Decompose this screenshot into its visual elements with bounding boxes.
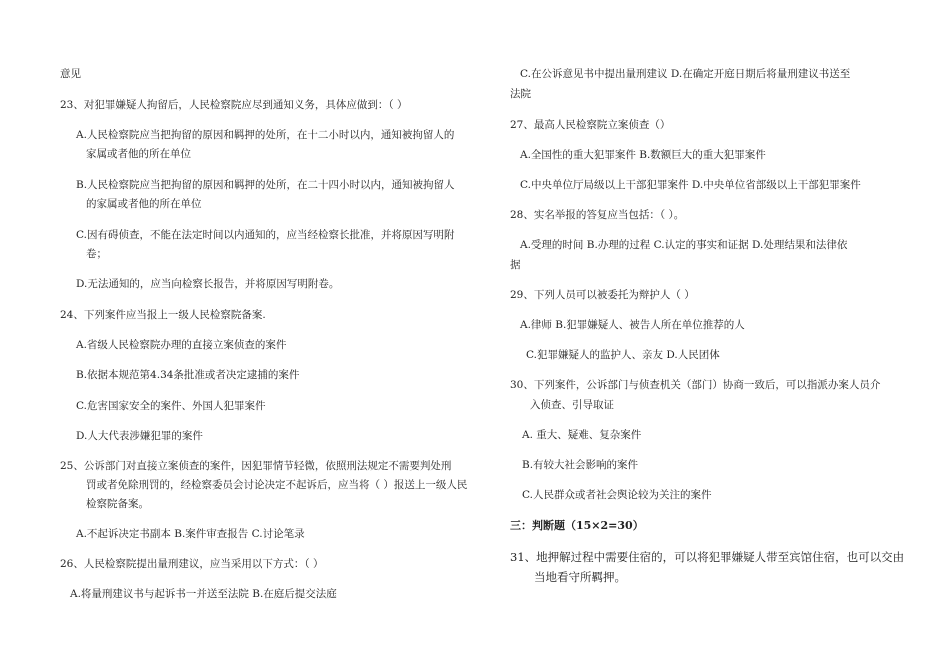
q24-option-c: C.危害国家安全的案件、外国人犯罪案件: [76, 400, 266, 412]
section-3-heading: 三：判断题（15×2=30）: [510, 519, 644, 532]
q28-options-cont: 据: [510, 259, 521, 271]
q23-option-b: B.人民检察院应当把拘留的原因和羁押的处所，在二十四小时以内，通知被拘留人: [76, 179, 455, 191]
question-28: 28、实名举报的答复应当包括：（ ）。: [510, 209, 685, 221]
q28-options: A.受理的时间 B.办理的过程 C.认定的事实和证据 D.处理结果和法律依: [520, 239, 848, 251]
q24-option-d: D.人大代表涉嫌犯罪的案件: [76, 430, 203, 442]
q29-options-cd: C.犯罪嫌疑人的监护人、亲友 D.人民团体: [526, 349, 720, 361]
q30-option-c: C.人民群众或者社会舆论较为关注的案件: [522, 489, 712, 501]
q24-option-b: B.依据本规范第4.34条批准或者决定逮捕的案件: [76, 369, 300, 381]
q30-option-b: B.有较大社会影响的案件: [522, 459, 639, 471]
q26-options-cd-cont: 法院: [510, 88, 531, 100]
question-30: 30、下列案件，公诉部门与侦查机关（部门）协商一致后，可以指派办案人员介: [510, 379, 881, 391]
q27-options-cd: C.中央单位厅局级以上干部犯罪案件 D.中央单位省部级以上干部犯罪案件: [520, 179, 861, 191]
question-24: 24、下列案件应当报上一级人民检察院备案.: [60, 309, 266, 321]
q26-options-cd: C.在公诉意见书中提出量刑建议 D.在确定开庭日期后将量刑建议书送至: [520, 68, 851, 80]
q23-option-c: C.因有碍侦查，不能在法定时间以内通知的，应当经检察长批准，并将原因写明附: [76, 229, 455, 241]
q27-options-ab: A.全国性的重大犯罪案件 B.数额巨大的重大犯罪案件: [520, 149, 766, 161]
question-31-cont: 当地看守所羁押。: [534, 570, 626, 584]
question-29: 29、下列人员可以被委托为辩护人（ ）: [510, 289, 695, 301]
question-25: 25、公诉部门对直接立案侦查的案件，因犯罪情节轻微，依照刑法规定不需要判处刑: [60, 460, 452, 472]
q23-option-d: D.无法通知的，应当向检察长报告，并将原因写明附卷。: [76, 278, 340, 290]
continuation-text: 意见: [60, 68, 81, 80]
q23-option-c-cont: 卷；: [86, 248, 107, 260]
q30-option-a: A. 重大、疑难、复杂案件: [522, 429, 642, 441]
question-23: 23、对犯罪嫌疑人拘留后，人民检察院应尽到通知义务，具体应做到：（ ）: [60, 99, 408, 111]
question-27: 27、最高人民检察院立案侦查（）: [510, 119, 671, 131]
question-31: 31、地押解过程中需要住宿的，可以将犯罪嫌疑人带至宾馆住宿，也可以交由: [510, 550, 905, 564]
q23-option-a-cont: 家属或者他的所在单位: [86, 148, 191, 160]
q23-option-a: A.人民检察院应当把拘留的原因和羁押的处所，在十二小时以内，通知被拘留人的: [76, 129, 455, 141]
question-30-cont: 入侦查、引导取证: [530, 399, 614, 411]
question-26: 26、人民检察院提出量刑建议，应当采用以下方式：（ ）: [60, 558, 324, 570]
q29-options-ab: A.律师 B.犯罪嫌疑人、被告人所在单位推荐的人: [520, 319, 745, 331]
q24-option-a: A.省级人民检察院办理的直接立案侦查的案件: [76, 339, 287, 351]
question-25-cont: 罚或者免除刑罚的，经检察委员会讨论决定不起诉后，应当将（ ）报送上一级人民: [86, 479, 468, 491]
q25-options: A.不起诉决定书副本 B.案件审查报告 C.讨论笔录: [76, 528, 305, 540]
q26-options-ab: A.将量刑建议书与起诉书一并送至法院 B.在庭后提交法庭: [70, 588, 337, 600]
q23-option-b-cont: 的家属或者他的所在单位: [86, 198, 202, 210]
question-25-cont2: 检察院备案。: [86, 498, 149, 510]
